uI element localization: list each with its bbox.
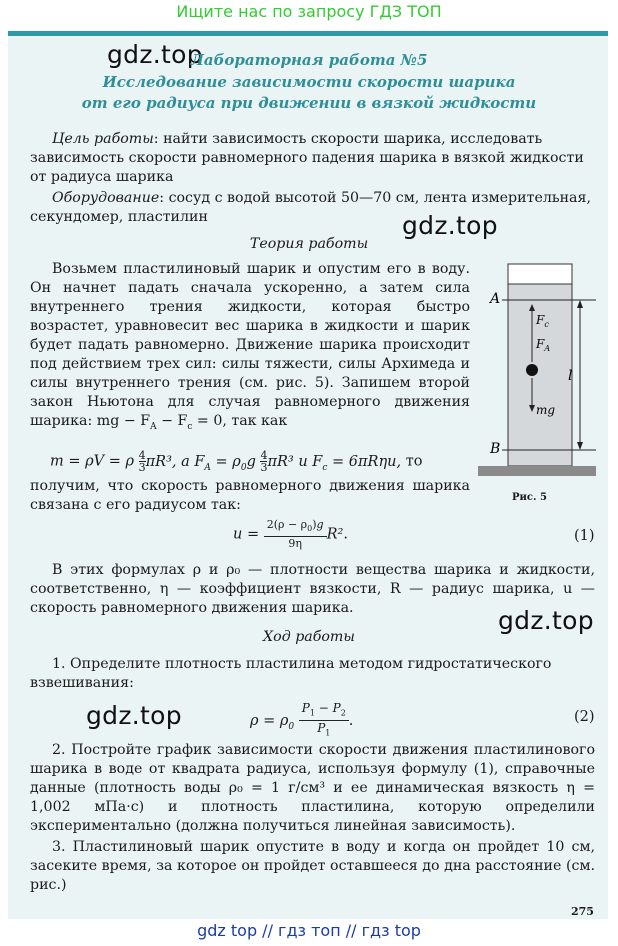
length-arrow-bottom [577, 442, 583, 450]
theory-text: Возьмем пластилиновый шарик и опустим его в воду. Он начнет падать сначала ускоренно, а затем сила внутреннего трения жидкости, которая быстро возрастет, уравновесит вес шарика в жидкости и шарик будет падать равномерно. Движение шарика происходит под действием трех сил: силы тяжести, силы Архимеда и силы внутреннего трения (см. рис. 5). Запишем второй закон Ньютона для случая равномерного движения шарика: mg − F [30, 261, 470, 429]
watermark: gdz.top [86, 701, 182, 730]
procedure-heading: Ход работы [263, 629, 355, 645]
theory-eq-tail: = 0, так как [192, 413, 288, 429]
label-fc: $F_c$ [536, 313, 549, 329]
lab-subtitle-2: от его радиуса при движении в вязкой жидкости [81, 94, 537, 112]
watermark: gdz.top [498, 606, 594, 635]
step-1: 1. Определите плотность пластилина методом гидростатического взвешивания: [30, 656, 552, 691]
ball [526, 364, 538, 376]
figure-caption: Рис. 5 [512, 492, 547, 503]
figure-5 [476, 258, 601, 488]
eq2-number: (2) [574, 709, 595, 725]
lab-title: Лабораторная работа №5 [190, 51, 428, 69]
step-3: 3. Пластилиновый шарик опустите в воду и когда он пройдет 10 см, засеките время, за которое он пройдет оставшееся до дна расстояние (см. рис.) [30, 839, 595, 893]
eq1-number: (1) [574, 528, 595, 544]
mass-formula-text: m = ρV = ρ [50, 453, 135, 470]
header-banner[interactable]: Ищите нас по запросу ГДЗ ТОП [176, 2, 442, 21]
goal-label: Цель работы [52, 131, 154, 147]
equation-2: $\rho = \rho_0$ $\frac{P_1 - P_2}{P_1}$ . [250, 701, 354, 738]
vessel-water [508, 284, 572, 466]
watermark: gdz.top [402, 211, 498, 240]
vessel-base [478, 466, 596, 476]
label-a: A [490, 291, 501, 307]
step-2: 2. Постройте график зависимости скорости движения пластилинового шарика в воде от квадрата радиуса, используя формулу (1), справочные данные (плотность воды ρ₀ = 1 г/см³ и ее динамическая вязкость η = 1,002 мПа·с) и плотность пластилина, которую определили экспериментально (должна получиться линейная зависимость). [30, 742, 595, 834]
equipment-label: Оборудование [52, 190, 160, 206]
equation-1: u = $\frac{2(\rho - \rho_0)g}{9\eta}$ R². [233, 518, 348, 551]
page-number: 275 [571, 905, 594, 918]
mass-formula: m = ρV = ρ $\frac{4}{3}$ πR³, а $F_A = \rho_0g$ $\frac{4}{3}$ πR³ и $F_c = 6\pi R\eta u$, то [50, 449, 423, 474]
goal-paragraph [30, 130, 595, 187]
label-mg: mg [536, 403, 556, 417]
explain-paragraph: В этих формулах ρ и ρ₀ — плотности вещества шарика и жидкости, соответственно, η — коэффициент вязкости, R — радиус шарика, u — скорость равномерного движения шарика. [30, 562, 595, 616]
watermark: gdz.top [107, 40, 203, 69]
lab-subtitle-1: Исследование зависимости скорости шарика [102, 73, 516, 91]
label-fa: $F_A$ [536, 337, 551, 353]
theory-heading: Теория работы [249, 236, 369, 252]
equipment-paragraph [30, 189, 595, 227]
label-l: l [568, 368, 573, 384]
length-arrow-top [577, 300, 583, 308]
goal-text: : найти зависимость скорости шарика, исследовать зависимость скорости равномерного падения шарика в вязкой жидкости от радиуса шарика [30, 131, 584, 185]
footer-banner[interactable]: gdz top // гдз топ // гдз top [197, 921, 421, 940]
theory-after: получим, что скорость равномерного движения шарика связана с его радиусом так: [30, 478, 470, 513]
label-b: B [490, 441, 501, 457]
theory-paragraph: Возьмем пластилиновый шарик и опустим его в воду. Он начнет падать сначала ускоренно, а затем сила внутреннего трения жидкости, которая быстро возрастет, уравновесит вес шарика в жидкости и шарик будет падать равномерно. Движение шарика происходит под действием трех сил: силы тяжести, силы Архимеда и силы внутреннего трения (см. рис. 5). Запишем второй закон Ньютона для случая равномерного движения шарика: mg − $F_A - F_c = 0$, так как [30, 261, 470, 432]
equipment-text: : сосуд с водой высотой 50—70 см, лента измерительная, секундомер, пластилин [30, 190, 591, 225]
